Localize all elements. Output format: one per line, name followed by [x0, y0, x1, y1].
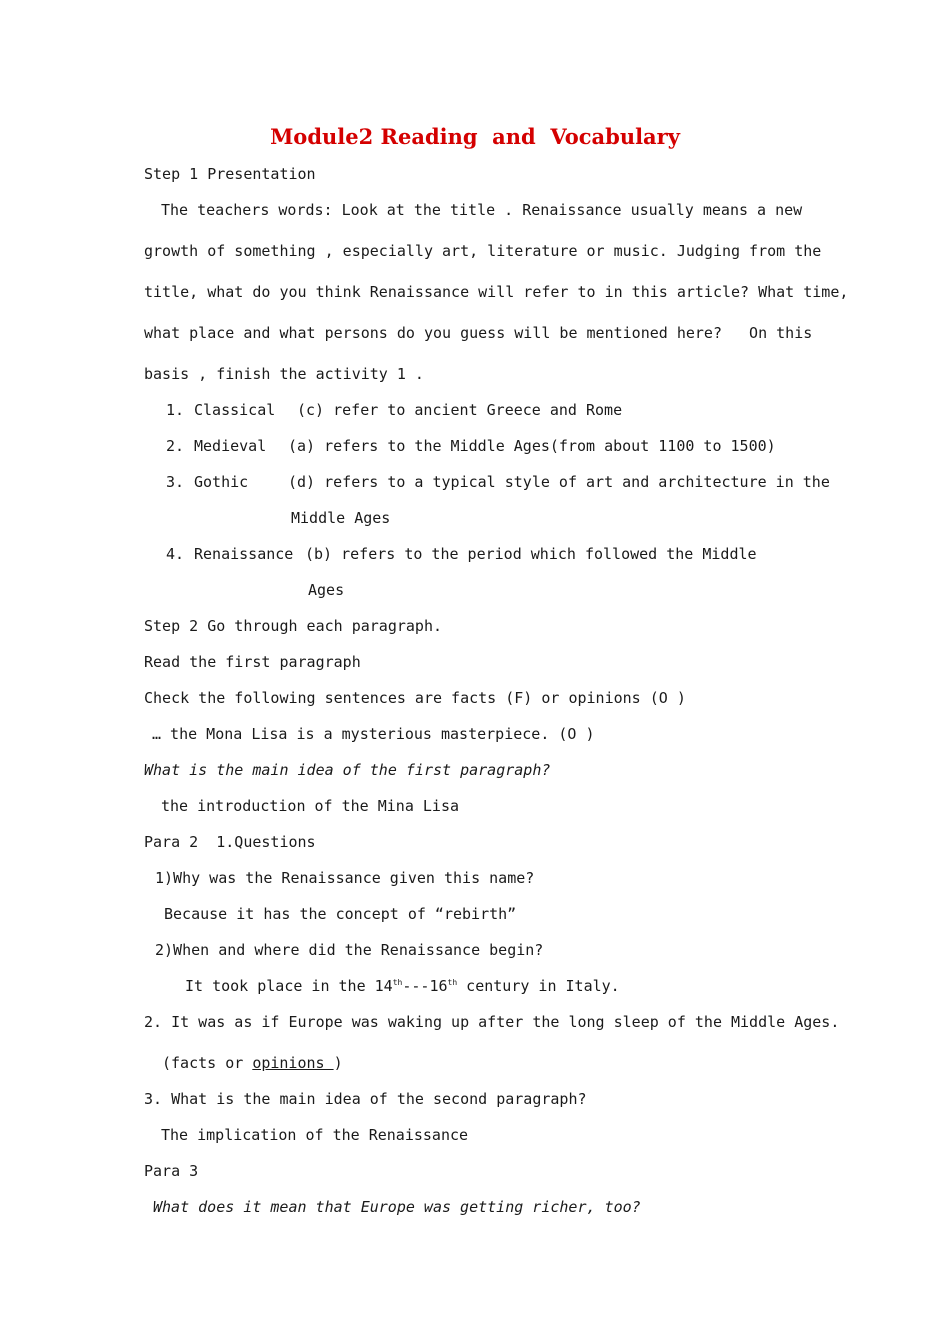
- superscript-th: th: [447, 978, 458, 987]
- item-2-statement: 2. It was as if Europe was waking up after the long sleep of the Middle Ages.: [144, 1013, 840, 1031]
- match-item-term: Gothic: [194, 473, 249, 491]
- match-item-definition: (a) refers to the Middle Ages(from about 1100 to 1500): [288, 437, 776, 455]
- answer-1: Because it has the concept of “rebirth”: [164, 905, 517, 923]
- para2-label: Para 2 1.Questions: [144, 833, 316, 851]
- para3-question: What does it mean that Europe was getting richer, too?: [153, 1198, 641, 1216]
- read-first-paragraph: Read the first paragraph: [144, 653, 361, 671]
- facts-opinions-sentence: … the Mona Lisa is a mysterious masterpiece. (O ): [152, 725, 595, 743]
- match-item-number: 1.: [166, 401, 185, 419]
- page-title: Module2 Reading and Vocabulary: [270, 124, 680, 149]
- item-3-answer: The implication of the Renaissance: [161, 1126, 469, 1144]
- main-idea-question-1: What is the main idea of the first paragraph?: [144, 761, 551, 779]
- answer-2-start: It took place in the 14: [185, 977, 393, 995]
- item-2-choice-close: ): [333, 1054, 343, 1072]
- step1-heading: Step 1 Presentation: [144, 165, 316, 183]
- main-idea-answer-1: the introduction of the Mina Lisa: [161, 797, 460, 815]
- item-2-choice-open: (facts or: [162, 1054, 253, 1072]
- match-item-definition: (d) refers to a typical style of art and architecture in the: [288, 473, 830, 491]
- step1-para-line-3: title, what do you think Renaissance will refer to in this article? What time,: [144, 283, 849, 301]
- match-item-definition: (b) refers to the period which followed the Middle: [305, 545, 757, 563]
- item-3-question: 3. What is the main idea of the second paragraph?: [144, 1090, 587, 1108]
- step1-para-line-4: what place and what persons do you guess will be mentioned here? On this: [144, 324, 813, 342]
- question-2: 2)When and where did the Renaissance begin?: [155, 941, 544, 959]
- match-item-term: Medieval: [194, 437, 267, 455]
- match-item-term: Classical: [194, 401, 276, 419]
- answer-2-end: century in Italy.: [457, 977, 620, 995]
- match-item-definition-cont: Middle Ages: [291, 509, 391, 527]
- step1-para-line-1: The teachers words: Look at the title . Renaissance usually means a new: [161, 201, 803, 219]
- step1-para-line-5: basis , finish the activity 1 .: [144, 365, 424, 383]
- match-item-term: Renaissance: [194, 545, 294, 563]
- match-item-definition: (c) refer to ancient Greece and Rome: [297, 401, 623, 419]
- answer-2: [185, 976, 620, 996]
- item-2-answer: opinions: [252, 1054, 334, 1072]
- match-item-number: 4.: [166, 545, 185, 563]
- item-2-choice: [162, 1053, 343, 1073]
- match-item-definition-cont: Ages: [308, 581, 345, 599]
- question-1: 1)Why was the Renaissance given this name?: [155, 869, 535, 887]
- match-item-number: 2.: [166, 437, 185, 455]
- para3-label: Para 3: [144, 1162, 199, 1180]
- step2-heading: Step 2 Go through each paragraph.: [144, 617, 443, 635]
- match-item-number: 3.: [166, 473, 185, 491]
- facts-opinions-instruction: Check the following sentences are facts (F) or opinions (O ): [144, 689, 686, 707]
- step1-para-line-2: growth of something , especially art, literature or music. Judging from the: [144, 242, 822, 260]
- superscript-th: th: [392, 978, 403, 987]
- answer-2-middle: ---16: [402, 977, 448, 995]
